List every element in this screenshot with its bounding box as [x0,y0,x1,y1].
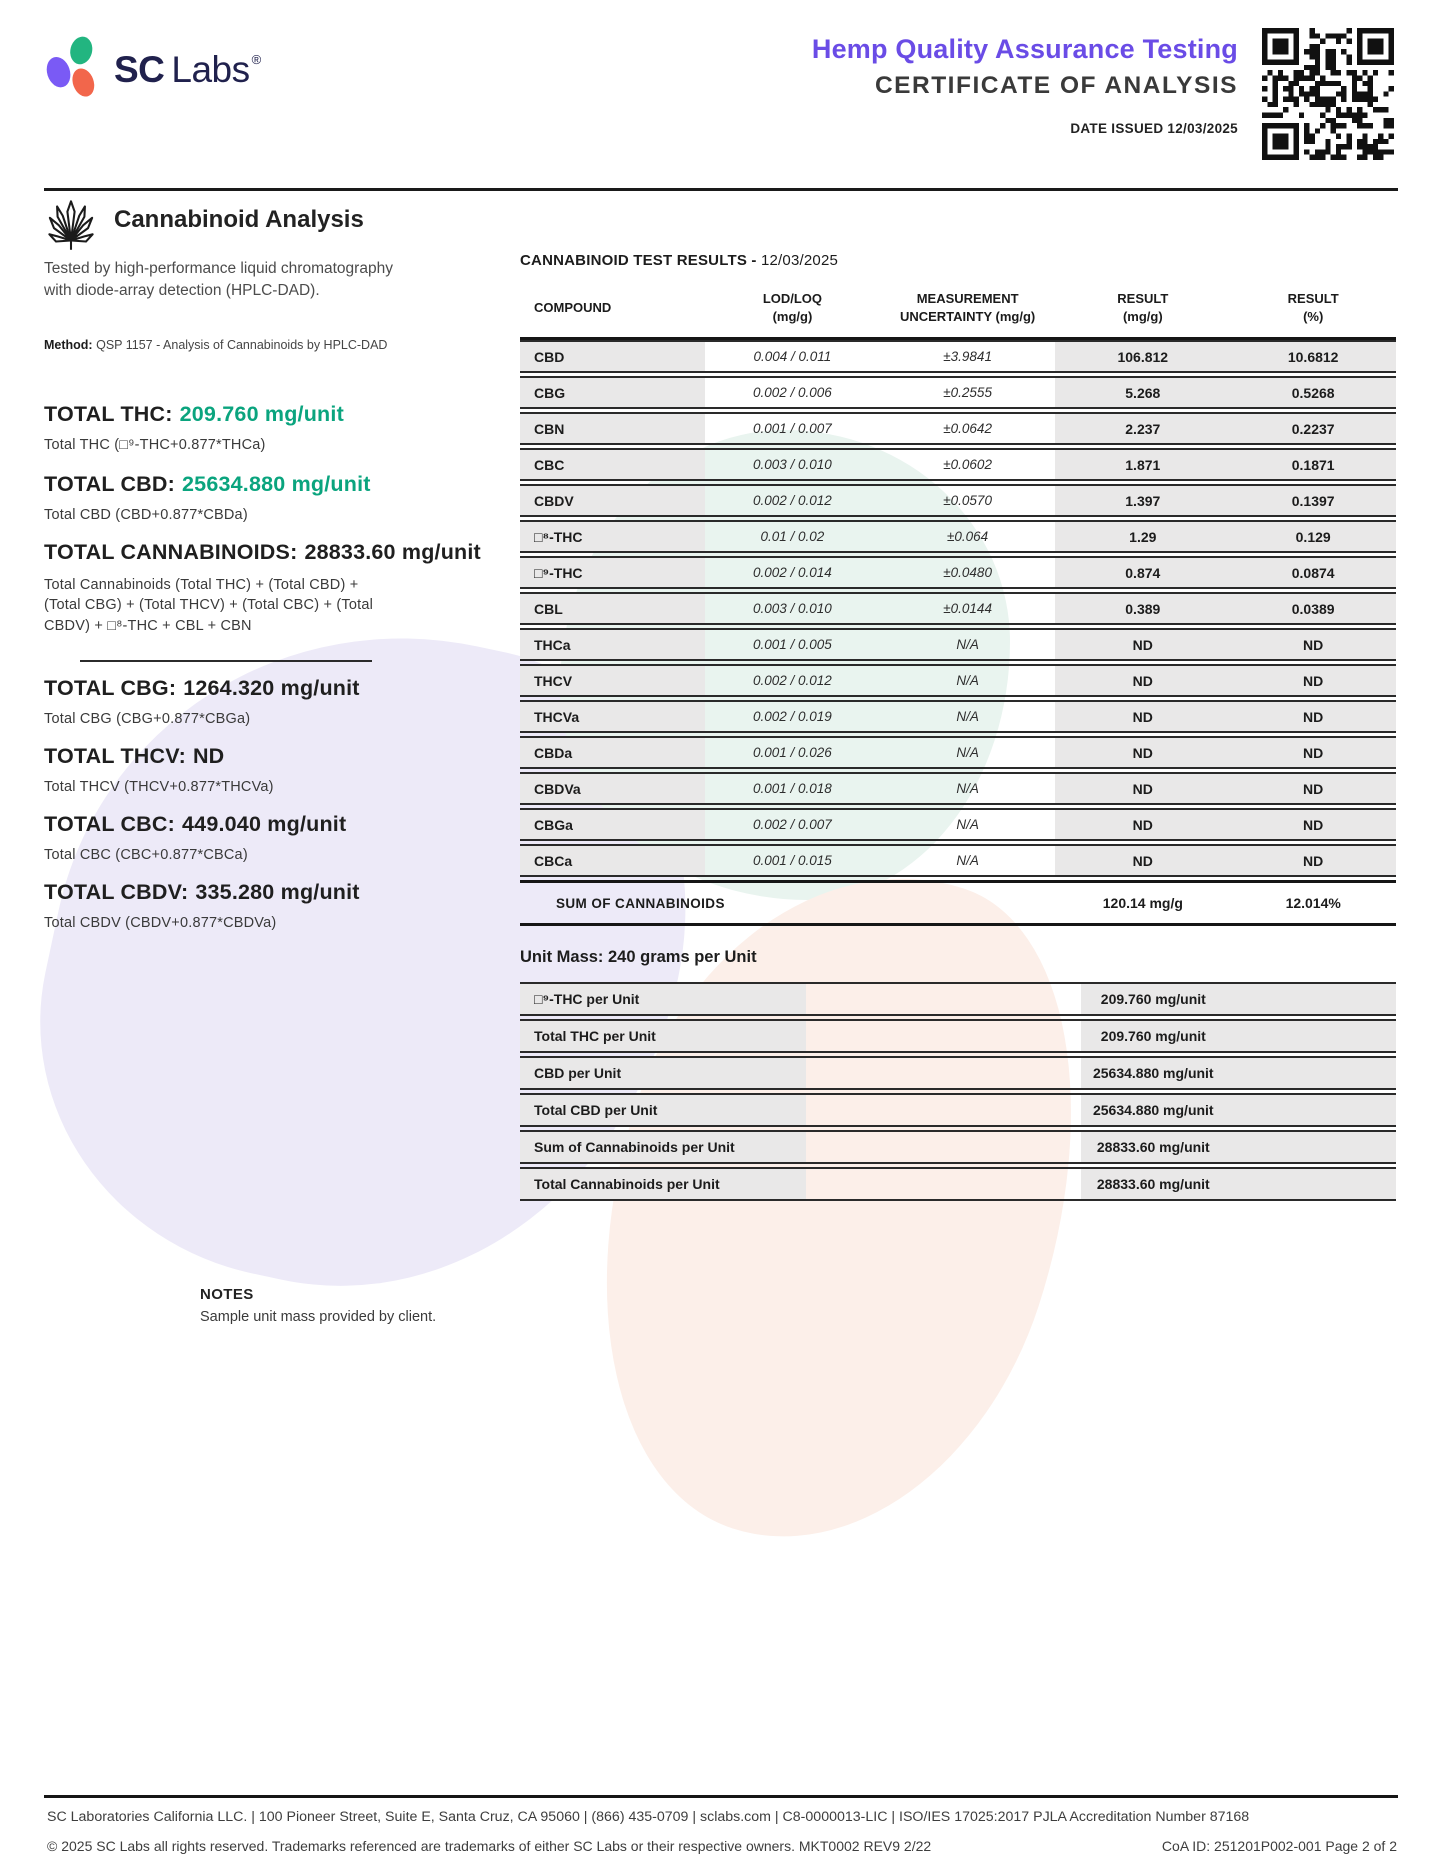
header-result-mg [1055,290,1230,325]
total-cbd-formula: Total CBD (CBD+0.877*CBDa) [44,507,248,523]
uncertainty-cell: ±0.2555 [943,385,992,400]
total-cbd-label: TOTAL CBD: [44,472,175,496]
uncertainty-cell: ±3.9841 [943,349,992,364]
result-mg-cell: ND [1055,810,1230,839]
results-header-row [520,279,1396,340]
uncertainty-cell: ±0.0570 [943,493,992,508]
result-mg-cell: 1.397 [1055,486,1230,515]
uncertainty-cell: N/A [956,709,979,724]
total-thc-block [44,402,344,453]
unit-row-d9thc [520,982,1396,1016]
table-row-cbg [520,376,1396,409]
lod-loq-cell: 0.002 / 0.014 [753,565,832,580]
lod-loq-cell: 0.001 / 0.015 [753,853,832,868]
method-label: Method: [44,338,93,352]
uncertainty-cell: N/A [956,637,979,652]
unit-row-total-thc [520,1019,1396,1053]
result-pct-cell: 0.0389 [1230,594,1396,623]
result-pct-cell: 0.129 [1230,522,1396,551]
unit-row-label: CBD per Unit [520,1058,806,1088]
total-cbd-value: 25634.880 mg/unit [182,472,371,496]
document-title-block [812,34,1238,136]
result-pct-cell: 0.0874 [1230,558,1396,587]
notes-block [200,1286,436,1325]
uncertainty-cell: N/A [956,853,979,868]
unit-row-spacer [806,984,1081,1014]
unit-row-cbd [520,1056,1396,1090]
lod-loq-cell: 0.002 / 0.012 [753,493,832,508]
result-mg-cell: 2.237 [1055,414,1230,443]
uncertainty-cell: ±0.0642 [943,421,992,436]
header-unc-l2: UNCERTAINTY (mg/g) [899,309,1036,324]
result-pct-cell: 10.6812 [1230,342,1396,371]
lod-loq-cell: 0.001 / 0.026 [753,745,832,760]
total-cbg-formula: Total CBG (CBG+0.877*CBGa) [44,711,251,727]
table-row-cbca [520,844,1396,877]
unit-row-label: Total Cannabinoids per Unit [520,1169,806,1199]
table-row-cbda [520,736,1396,769]
lod-loq-cell: 0.001 / 0.007 [753,421,832,436]
total-cannabinoids-formula: Total Cannabinoids (Total THC) + (Total CBD) + (Total CBG) + (Total THCV) + (Total CBC) + (Total CBDV) + □⁸-THC + CBL + CBN [44,577,374,634]
table-row-cbc [520,448,1396,481]
unit-mass-title: Unit Mass: 240 grams per Unit [520,948,757,966]
lod-loq-cell: 0.01 / 0.02 [760,529,825,544]
lod-loq-cell: 0.002 / 0.006 [753,385,832,400]
lod-loq-cell: 0.002 / 0.019 [753,709,832,724]
analysis-description: Tested by high-performance liquid chromatography with diode-array detection (HPLC-DAD). [44,260,393,299]
result-pct-cell: ND [1230,774,1396,803]
notes-title: NOTES [200,1286,254,1303]
footer-divider [44,1795,1398,1798]
compound-cell: □⁹-THC [520,558,705,587]
table-row-thcv [520,664,1396,697]
result-pct-cell: 0.5268 [1230,378,1396,407]
compound-cell: CBDVa [520,774,705,803]
compound-cell: CBD [520,342,705,371]
qr-code [1262,28,1394,160]
left-column-divider [80,660,372,662]
method-value: QSP 1157 - Analysis of Cannabinoids by HPLC-DAD [96,338,388,352]
unit-row-label: □⁹-THC per Unit [520,984,806,1014]
header-rpct-l2: (%) [1303,309,1324,324]
result-pct-cell: ND [1230,630,1396,659]
logo-sc: SC [114,48,165,90]
unit-row-value: 209.760 mg/unit [1081,984,1396,1014]
total-cbc-formula: Total CBC (CBC+0.877*CBCa) [44,847,248,863]
sum-of-cannabinoids-row [520,880,1396,926]
result-pct-cell: ND [1230,810,1396,839]
uncertainty-cell: ±0.0144 [943,601,992,616]
total-cbdv-label: TOTAL CBDV: [44,880,189,904]
footer-legal-line [47,1838,1397,1854]
cannabinoid-results-table [520,252,1396,926]
compound-cell: CBC [520,450,705,479]
compound-cell: CBDa [520,738,705,767]
header-rpct-l1: RESULT [1287,291,1339,307]
total-thc-label: TOTAL THC: [44,402,173,426]
unit-row-spacer [806,1169,1081,1199]
total-cbc-block [44,812,346,863]
header-compound-l1: COMPOUND [534,300,612,316]
table-row-cbl [520,592,1396,625]
total-cannabinoids-label: TOTAL CANNABINOIDS: [44,540,298,564]
unit-row-sum-cannabinoids [520,1130,1396,1164]
unit-row-value: 25634.880 mg/unit [1081,1095,1396,1125]
total-cbg-block [44,676,360,727]
unit-row-spacer [806,1058,1081,1088]
header-lod-l1: LOD/LOQ [762,291,823,307]
unit-row-total-cbd [520,1093,1396,1127]
unit-row-label: Total THC per Unit [520,1021,806,1051]
results-title-text: CANNABINOID TEST RESULTS - [520,252,757,269]
method-line [44,338,387,352]
section-title: Cannabinoid Analysis [114,206,364,233]
header-unc-l1: MEASUREMENT [916,291,1019,307]
unit-row-value: 28833.60 mg/unit [1081,1132,1396,1162]
sclabs-logo [44,36,261,103]
total-thcv-block [44,744,274,795]
total-cannabinoids-block [44,540,481,636]
table-row-cbga [520,808,1396,841]
result-mg-cell: ND [1055,846,1230,875]
result-pct-cell: 0.1397 [1230,486,1396,515]
result-mg-cell: 0.874 [1055,558,1230,587]
result-mg-cell: 5.268 [1055,378,1230,407]
unit-row-spacer [806,1021,1081,1051]
table-row-cbd [520,340,1396,373]
result-pct-cell: 0.2237 [1230,414,1396,443]
header-divider [44,188,1398,191]
total-thcv-label: TOTAL THCV: [44,744,186,768]
sum-label: SUM OF CANNABINOIDS [556,895,725,911]
compound-cell: CBL [520,594,705,623]
lod-loq-cell: 0.003 / 0.010 [753,601,832,616]
uncertainty-cell: N/A [956,817,979,832]
result-pct-cell: ND [1230,738,1396,767]
results-title-date: 12/03/2025 [760,252,839,269]
total-thcv-value: ND [192,744,225,768]
result-mg-cell: ND [1055,774,1230,803]
result-pct-cell: 0.1871 [1230,450,1396,479]
footer-coa-id: CoA ID: 251201P002-001 Page 2 of 2 [1161,1838,1397,1854]
total-cbc-label: TOTAL CBC: [44,812,175,836]
results-table-title [520,252,1396,269]
uncertainty-cell: N/A [956,745,979,760]
result-mg-cell: 1.29 [1055,522,1230,551]
header-lod-loq [705,290,880,325]
date-issued: DATE ISSUED 12/03/2025 [1070,121,1238,136]
compound-cell: CBCa [520,846,705,875]
compound-cell: THCa [520,630,705,659]
unit-row-label: Sum of Cannabinoids per Unit [520,1132,806,1162]
unit-row-spacer [806,1095,1081,1125]
footer-lab-info: SC Laboratories California LLC. | 100 Pioneer Street, Suite E, Santa Cruz, CA 95060 | (866) 435-0709 | sclabs.com | C8-0000013-LIC | ISO/IES 17025:2017 PJLA Accreditation Number 87168 [47,1809,1250,1825]
uncertainty-cell: ±0.0602 [943,457,992,472]
lod-loq-cell: 0.003 / 0.010 [753,457,832,472]
compound-cell: CBN [520,414,705,443]
lod-loq-cell: 0.002 / 0.007 [753,817,832,832]
total-thcv-formula: Total THCV (THCV+0.877*THCVa) [44,779,274,795]
sum-result-mg: 120.14 mg/g [1102,895,1183,911]
table-row-thca [520,628,1396,661]
unit-row-value: 209.760 mg/unit [1081,1021,1396,1051]
table-row-cbdv [520,484,1396,517]
result-mg-cell: ND [1055,630,1230,659]
uncertainty-cell: ±0.064 [947,529,989,544]
result-mg-cell: ND [1055,738,1230,767]
result-mg-cell: 106.812 [1055,342,1230,371]
result-pct-cell: ND [1230,702,1396,731]
sum-result-pct: 12.014% [1285,895,1341,911]
total-cbdv-block [44,880,360,931]
uncertainty-cell: N/A [956,781,979,796]
unit-row-value: 25634.880 mg/unit [1081,1058,1396,1088]
sclabs-logo-text [114,49,261,91]
total-cbd-block [44,472,371,523]
total-cbc-value: 449.040 mg/unit [182,812,347,836]
logo-labs: Labs [171,48,250,90]
result-pct-cell: ND [1230,666,1396,695]
document-title: Hemp Quality Assurance Testing [811,34,1238,64]
footer-copyright: © 2025 SC Labs all rights reserved. Trademarks referenced are trademarks of either SC Labs or their respective owners. MKT0002 REV9 2/22 [47,1838,932,1854]
compound-cell: CBG [520,378,705,407]
notes-text: Sample unit mass provided by client. [200,1309,437,1325]
lod-loq-cell: 0.001 / 0.005 [753,637,832,652]
cannabis-leaf-icon [38,192,104,256]
sclabs-logo-icon [44,36,102,103]
total-cannabinoids-value: 28833.60 mg/unit [304,540,481,564]
header-rmg-l2: (mg/g) [1122,309,1163,324]
result-mg-cell: ND [1055,666,1230,695]
compound-cell: CBGa [520,810,705,839]
header-result-pct [1230,290,1396,325]
total-cbdv-formula: Total CBDV (CBDV+0.877*CBDVa) [44,915,277,931]
header-rmg-l1: RESULT [1117,291,1169,307]
result-mg-cell: ND [1055,702,1230,731]
logo-registered-mark: ® [251,51,261,67]
unit-mass-section [520,948,1396,1204]
table-row-cbn [520,412,1396,445]
table-row-thcva [520,700,1396,733]
uncertainty-cell: ±0.0480 [943,565,992,580]
compound-cell: □⁸-THC [520,522,705,551]
compound-cell: THCV [520,666,705,695]
total-thc-formula: Total THC (□⁹-THC+0.877*THCa) [44,437,266,453]
result-mg-cell: 1.871 [1055,450,1230,479]
total-cbg-value: 1264.320 mg/unit [183,676,360,700]
table-row-delta8-thc [520,520,1396,553]
document-subtitle: CERTIFICATE OF ANALYSIS [874,72,1238,99]
header-lod-l2: (mg/g) [772,309,813,324]
result-pct-cell: ND [1230,846,1396,875]
lod-loq-cell: 0.002 / 0.012 [753,673,832,688]
unit-row-total-cannabinoids [520,1167,1396,1201]
unit-row-spacer [806,1132,1081,1162]
unit-row-label: Total CBD per Unit [520,1095,806,1125]
compound-cell: THCVa [520,702,705,731]
unit-row-value: 28833.60 mg/unit [1081,1169,1396,1199]
lod-loq-cell: 0.004 / 0.011 [753,349,832,364]
compound-cell: CBDV [520,486,705,515]
header-compound [520,299,705,317]
total-thc-value: 209.760 mg/unit [179,402,344,426]
total-cbg-label: TOTAL CBG: [44,676,177,700]
uncertainty-cell: N/A [956,673,979,688]
header-uncertainty [880,290,1055,325]
lod-loq-cell: 0.001 / 0.018 [753,781,832,796]
table-row-delta9-thc [520,556,1396,589]
result-mg-cell: 0.389 [1055,594,1230,623]
total-cbdv-value: 335.280 mg/unit [195,880,360,904]
table-row-cbdva [520,772,1396,805]
